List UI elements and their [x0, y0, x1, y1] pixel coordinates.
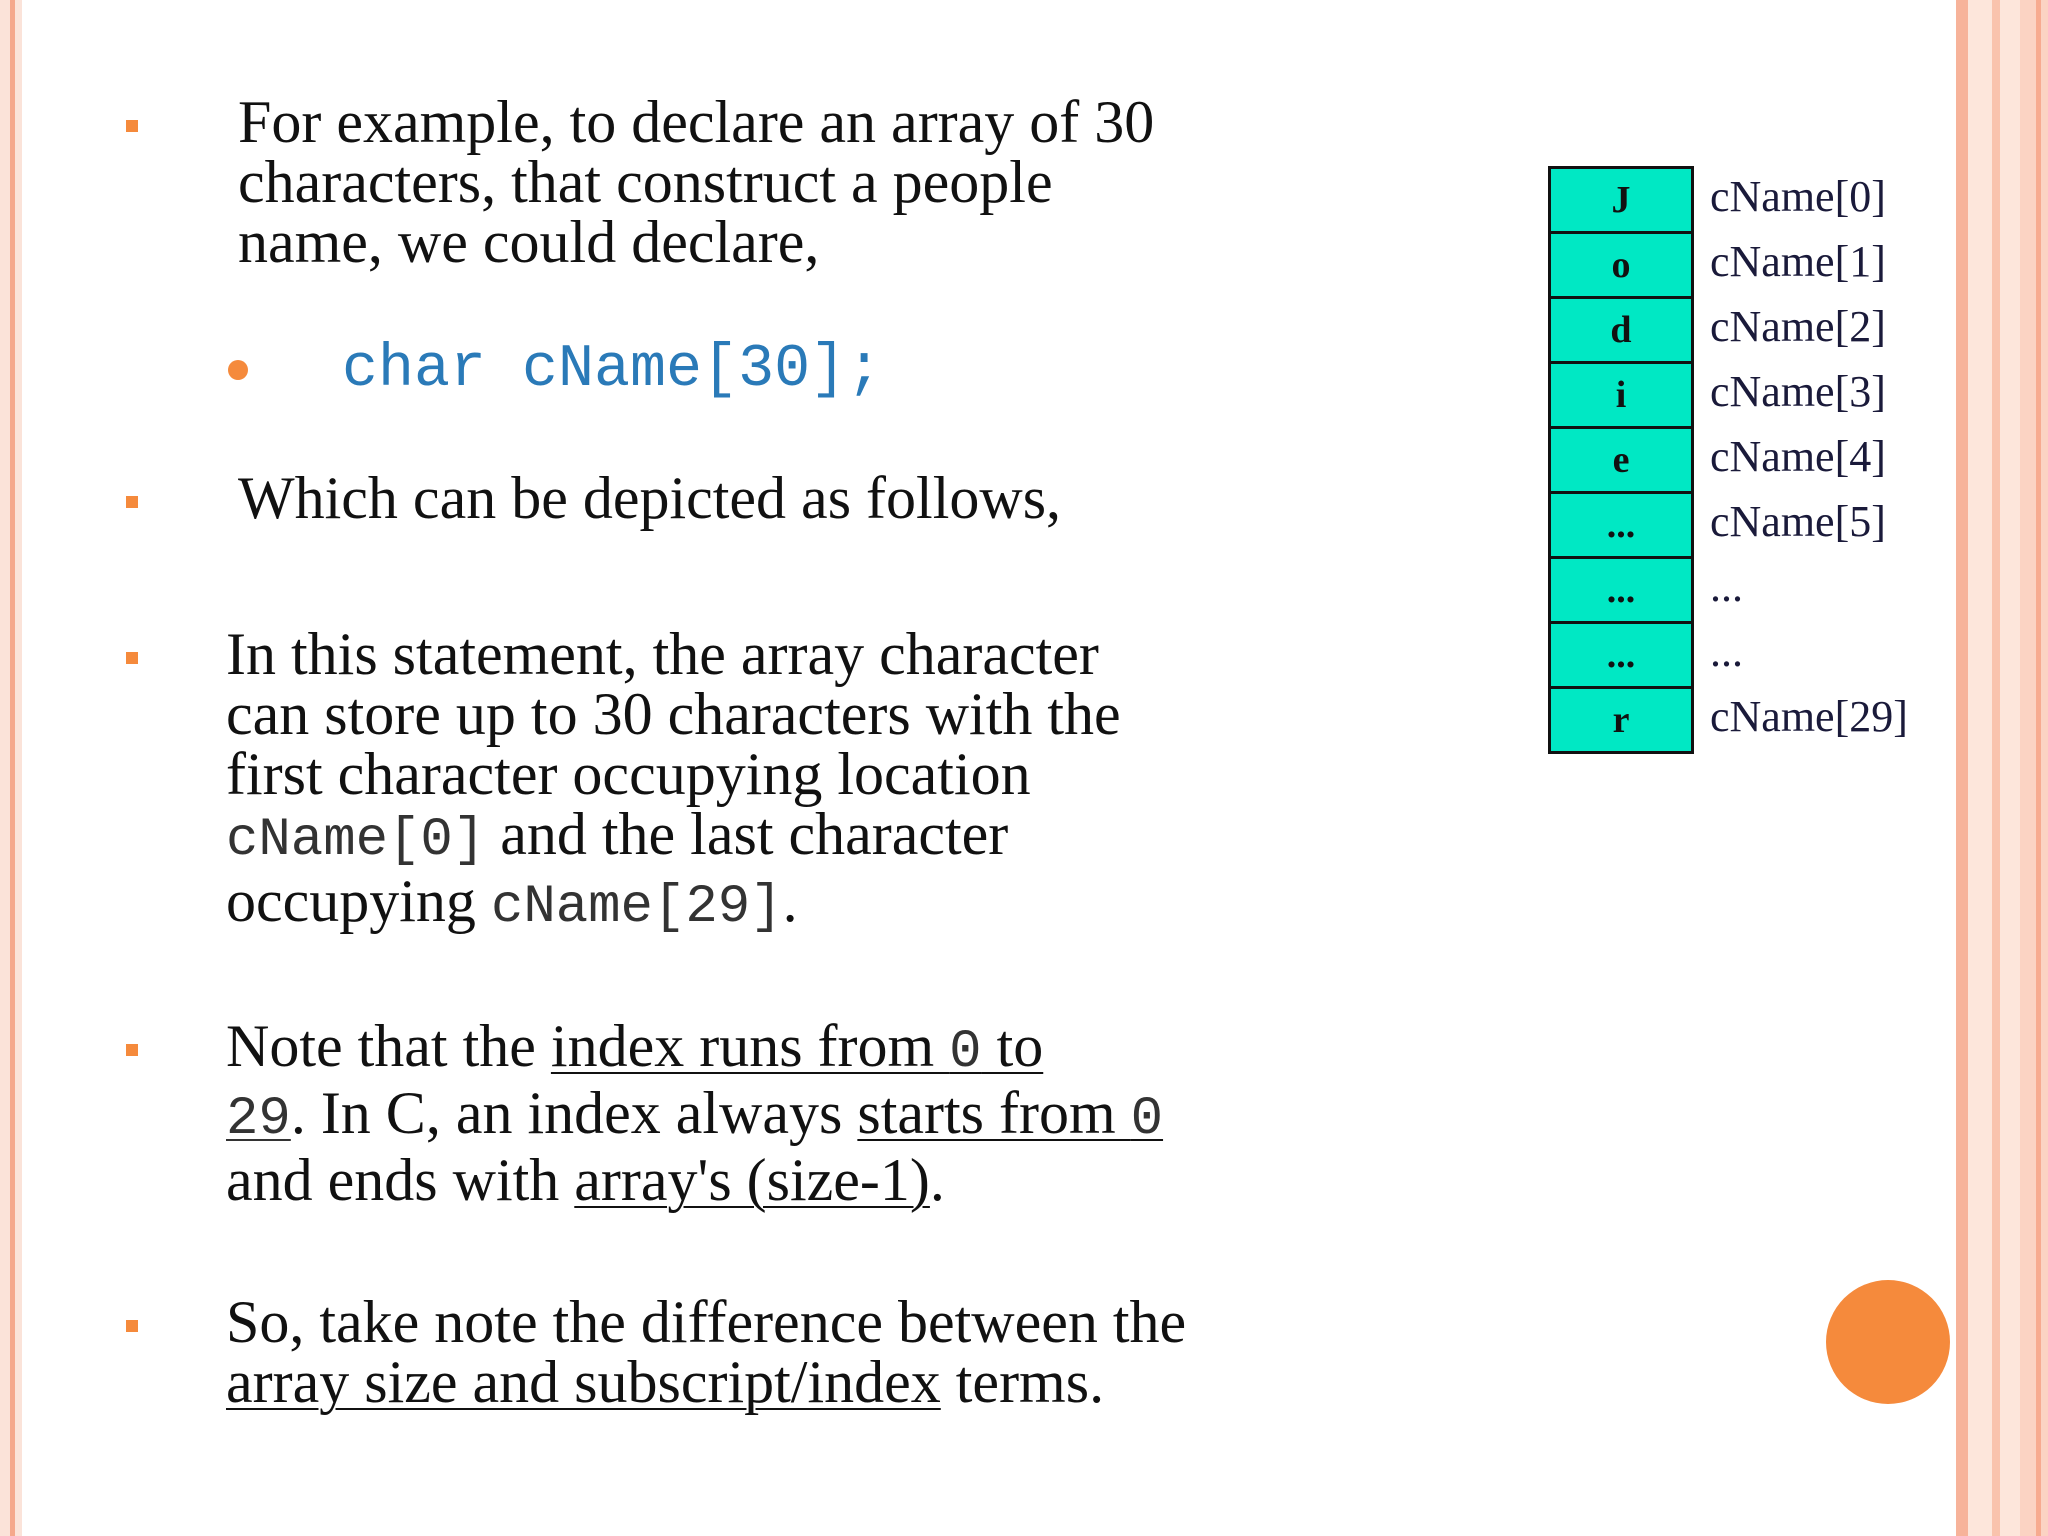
- right-decor-band: [1956, 0, 2048, 1536]
- p3-line-1: In this statement, the array character: [226, 621, 1099, 687]
- p4-text-3: and ends with: [226, 1147, 575, 1213]
- right-decor-line-3: [2020, 0, 2048, 1536]
- p1-line-1: For example, to declare an array of 30: [238, 89, 1155, 155]
- bullet-1: [126, 120, 138, 132]
- bullet-4: [126, 1044, 138, 1056]
- sub-bullet: [228, 360, 248, 380]
- right-decor-line-4: [2036, 0, 2041, 1536]
- p3-line-5: [226, 868, 1121, 938]
- array-cell: d: [1551, 299, 1691, 364]
- p4-u4: array's (size-1): [574, 1147, 930, 1213]
- p4-underline-2: [857, 1080, 1164, 1150]
- code-cname-0: cName[0]: [226, 810, 486, 871]
- p4-line-2: [226, 1080, 1164, 1150]
- array-cell: e: [1551, 429, 1691, 494]
- array-index-label: cName[0]: [1710, 172, 1886, 221]
- p4-code-0b: 0: [1130, 1089, 1164, 1150]
- right-decor-line-2: [1992, 0, 2000, 1536]
- array-index-label: cName[29]: [1710, 692, 1908, 741]
- array-index-label: cName[4]: [1710, 432, 1886, 481]
- p3-line-2: can store up to 30 characters with the: [226, 681, 1121, 747]
- p3-line-5-end: .: [782, 868, 798, 934]
- left-decor-stripe: [0, 0, 22, 1536]
- array-cell: r: [1612, 699, 1630, 741]
- paragraph-2: Which can be depicted as follows,: [238, 465, 1062, 531]
- array-cell: ...: [1551, 624, 1691, 689]
- p4-code-29: 29: [226, 1089, 291, 1150]
- p5-line-2: [226, 1349, 1186, 1415]
- array-index-label: cName[5]: [1710, 497, 1886, 546]
- p3-line-4: [226, 801, 1121, 871]
- bullet-2: [126, 496, 138, 508]
- p4-code-0: 0: [949, 1022, 982, 1083]
- p3-line-4-text: and the last character: [485, 801, 1009, 867]
- array-index-labels: [1710, 166, 1908, 751]
- p4-u1: index runs from: [550, 1013, 950, 1079]
- array-index-label: cName[1]: [1710, 237, 1886, 286]
- paragraph-3: [226, 621, 1121, 938]
- p5-u1: array size and subscript/index: [226, 1349, 941, 1415]
- p4-underline-1: [550, 1013, 1044, 1083]
- p4-text-1: Note that the: [226, 1013, 551, 1079]
- array-cell: ...: [1551, 494, 1691, 559]
- p4-u3: starts from: [857, 1080, 1131, 1146]
- paragraph-4: [226, 1013, 1164, 1213]
- p5-line-1: So, take note the difference between the: [226, 1289, 1187, 1355]
- p4-u2: to: [981, 1013, 1044, 1079]
- p3-line-5-text: occupying: [226, 868, 491, 934]
- array-index-label: ...: [1710, 562, 1743, 611]
- array-index-label: ...: [1710, 627, 1743, 676]
- p1-line-2: characters, that construct a people: [238, 149, 1053, 215]
- p4-text-4: .: [929, 1147, 945, 1213]
- bullet-3: [126, 652, 138, 664]
- array-cell: J: [1551, 169, 1691, 234]
- p4-line-3: [226, 1147, 1163, 1213]
- code-declaration: char cName[30];: [342, 336, 883, 404]
- p4-line-1: [226, 1013, 1163, 1083]
- array-cell: ...: [1551, 559, 1691, 624]
- array-index-label: cName[2]: [1710, 302, 1886, 351]
- paragraph-1: [238, 89, 1155, 275]
- array-diagram: [1548, 166, 1694, 754]
- p1-line-3: name, we could declare,: [238, 209, 820, 275]
- right-decor-line-1: [1956, 0, 1968, 1536]
- array-index-label: cName[3]: [1710, 367, 1886, 416]
- left-decor-line: [10, 0, 15, 1536]
- decorative-orange-circle: [1826, 1280, 1950, 1404]
- array-cell: o: [1551, 234, 1691, 299]
- p3-line-3: first character occupying location: [226, 741, 1031, 807]
- bullet-5: [126, 1320, 138, 1332]
- array-cell: i: [1551, 364, 1691, 429]
- p4-text-2: . In C, an index always: [290, 1080, 858, 1146]
- paragraph-5: [226, 1289, 1187, 1415]
- code-cname-29: cName[29]: [490, 877, 783, 938]
- p5-text-1: terms.: [940, 1349, 1105, 1415]
